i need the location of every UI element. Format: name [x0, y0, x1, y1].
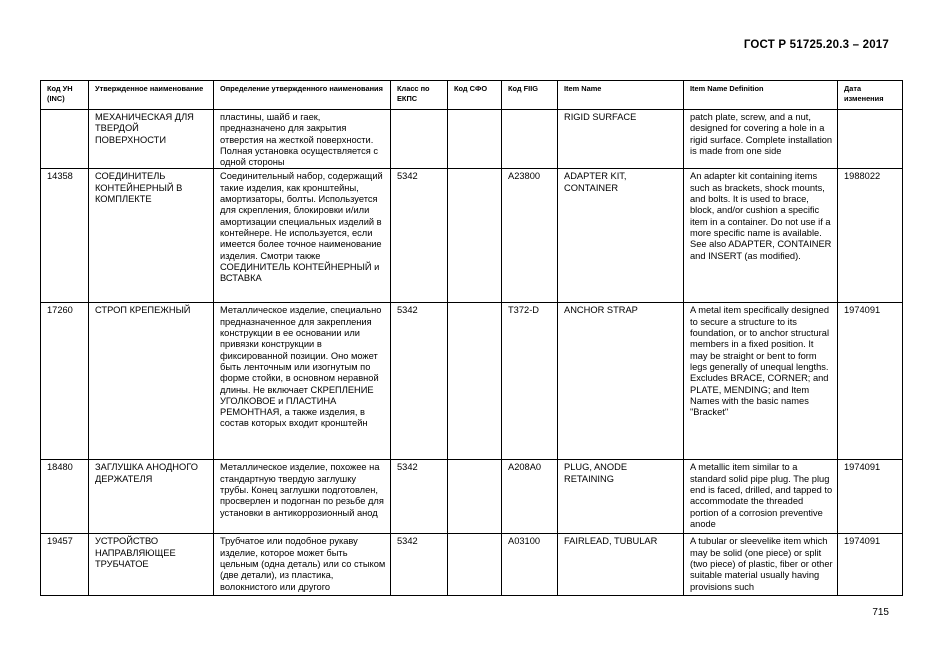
cell-item-name: ADAPTER KIT, CONTAINER	[558, 169, 684, 303]
column-header-class: Класс по ЕКПС	[391, 81, 448, 110]
cell-item-definition: A tubular or sleevelike item which may be solid (one piece) or split (two piece) of plastic, fiber or other suitable material usually having provisions such	[684, 534, 838, 596]
cell-inc: 18480	[41, 460, 89, 534]
cell-definition: Соединительный набор, содержащий такие изделия, как кронштейны, амортизаторы, болты. Используется для скрепления, блокировки и/или амортизации специальных изделий в контейнере. Не используется, если имеется более точное наименование изделия. Смотри также СОЕДИНИТЕЛЬ КОНТЕЙНЕРНЫЙ и ВСТАВКА	[214, 169, 391, 303]
cell-date: 1974091	[838, 460, 903, 534]
cell-item-name: ANCHOR STRAP	[558, 303, 684, 460]
cell-fiig: T372-D	[502, 303, 558, 460]
cell-item-definition: A metal item specifically designed to secure a structure to its foundation, or to anchor structural members in a fixed position. It may be straight or bent to form legs generally of unequal lengths. Excludes BRACE, CORNER; and PLATE, MENDING; and Item Names with the basic names "Bracket"	[684, 303, 838, 460]
page-number: 715	[872, 607, 889, 618]
cell-inc: 14358	[41, 169, 89, 303]
cell-fiig: A23800	[502, 169, 558, 303]
table-row	[41, 460, 903, 534]
cell-approved-name: СОЕДИНИТЕЛЬ КОНТЕЙНЕРНЫЙ В КОМПЛЕКТЕ	[89, 169, 214, 303]
cell-definition: Трубчатое или подобное рукаву изделие, которое может быть цельным (одна деталь) или со стыком (две детали), из пластика, волокнистого или другого	[214, 534, 391, 596]
cell-sfo	[448, 303, 502, 460]
cell-sfo	[448, 460, 502, 534]
cell-item-definition: A metallic item similar to a standard solid pipe plug. The plug end is faced, drilled, and tapped to accommodate the threaded portion of a corrosion preventive anode	[684, 460, 838, 534]
cell-date: 1988022	[838, 169, 903, 303]
table-row	[41, 110, 903, 169]
cell-date: 1974091	[838, 534, 903, 596]
column-header-definition: Определение утвержденного наименования	[214, 81, 391, 110]
cell-item-definition: An adapter kit containing items such as brackets, shock mounts, and bolts. It is used to brace, block, and/or cushion a specific item in a container. Do not use if a more specific name is available. See also ADAPTER, CONTAINER and INSERT (as modified).	[684, 169, 838, 303]
cell-item-name: PLUG, ANODE RETAINING	[558, 460, 684, 534]
table-row	[41, 169, 903, 303]
table-row	[41, 534, 903, 596]
column-header-item-name: Item Name	[558, 81, 684, 110]
table-header-row	[41, 81, 903, 110]
cell-inc: 19457	[41, 534, 89, 596]
cell-approved-name: СТРОП КРЕПЕЖНЫЙ	[89, 303, 214, 460]
cell-approved-name: УСТРОЙСТВО НАПРАВЛЯЮЩЕЕ ТРУБЧАТОЕ	[89, 534, 214, 596]
cell-definition: Металлическое изделие, специально предназначенное для закрепления конструкции в ее основании или привязки конструкции в фиксированной позиции. Оно может быть ленточным или изогнутым по форме стойки, в основном неравной длины. Не включает СКРЕПЛЕНИЕ УГОЛКОВОЕ и ПЛАСТИНА РЕМОНТНАЯ, а также изделия, в состав которых входит кронштейн	[214, 303, 391, 460]
cell-inc	[41, 110, 89, 169]
cell-class	[391, 110, 448, 169]
cell-item-name: RIGID SURFACE	[558, 110, 684, 169]
cell-item-name: FAIRLEAD, TUBULAR	[558, 534, 684, 596]
cell-item-definition: patch plate, screw, and a nut, designed for covering a hole in a rigid surface. Complete installation is made from one side	[684, 110, 838, 169]
cell-fiig: A03100	[502, 534, 558, 596]
cell-inc: 17260	[41, 303, 89, 460]
cell-sfo	[448, 110, 502, 169]
column-header-fiig: Код FIIG	[502, 81, 558, 110]
column-header-date: Дата изменения	[838, 81, 903, 110]
cell-definition: пластины, шайб и гаек, предназначено для закрытия отверстия на жесткой поверхности. Полная установка осуществляется с одной стороны	[214, 110, 391, 169]
cell-approved-name: ЗАГЛУШКА АНОДНОГО ДЕРЖАТЕЛЯ	[89, 460, 214, 534]
column-header-inc: Код УН (INC)	[41, 81, 89, 110]
cell-class: 5342	[391, 534, 448, 596]
cell-fiig	[502, 110, 558, 169]
table-row	[41, 303, 903, 460]
cell-definition: Металлическое изделие, похожее на стандартную твердую заглушку трубы. Конец заглушки подготовлен, просверлен и подогнан по резьбе для установки в антикоррозионный анод	[214, 460, 391, 534]
cell-sfo	[448, 169, 502, 303]
cell-class: 5342	[391, 169, 448, 303]
cell-date	[838, 110, 903, 169]
cell-sfo	[448, 534, 502, 596]
item-names-table	[40, 80, 903, 596]
cell-class: 5342	[391, 460, 448, 534]
cell-date: 1974091	[838, 303, 903, 460]
document-standard-header: ГОСТ Р 51725.20.3 – 2017	[743, 39, 889, 51]
column-header-item-definition: Item Name Definition	[684, 81, 838, 110]
cell-fiig: A208A0	[502, 460, 558, 534]
cell-class: 5342	[391, 303, 448, 460]
column-header-approved-name: Утвержденное наименование	[89, 81, 214, 110]
column-header-sfo: Код СФО	[448, 81, 502, 110]
cell-approved-name: МЕХАНИЧЕСКАЯ ДЛЯ ТВЕРДОЙ ПОВЕРХНОСТИ	[89, 110, 214, 169]
